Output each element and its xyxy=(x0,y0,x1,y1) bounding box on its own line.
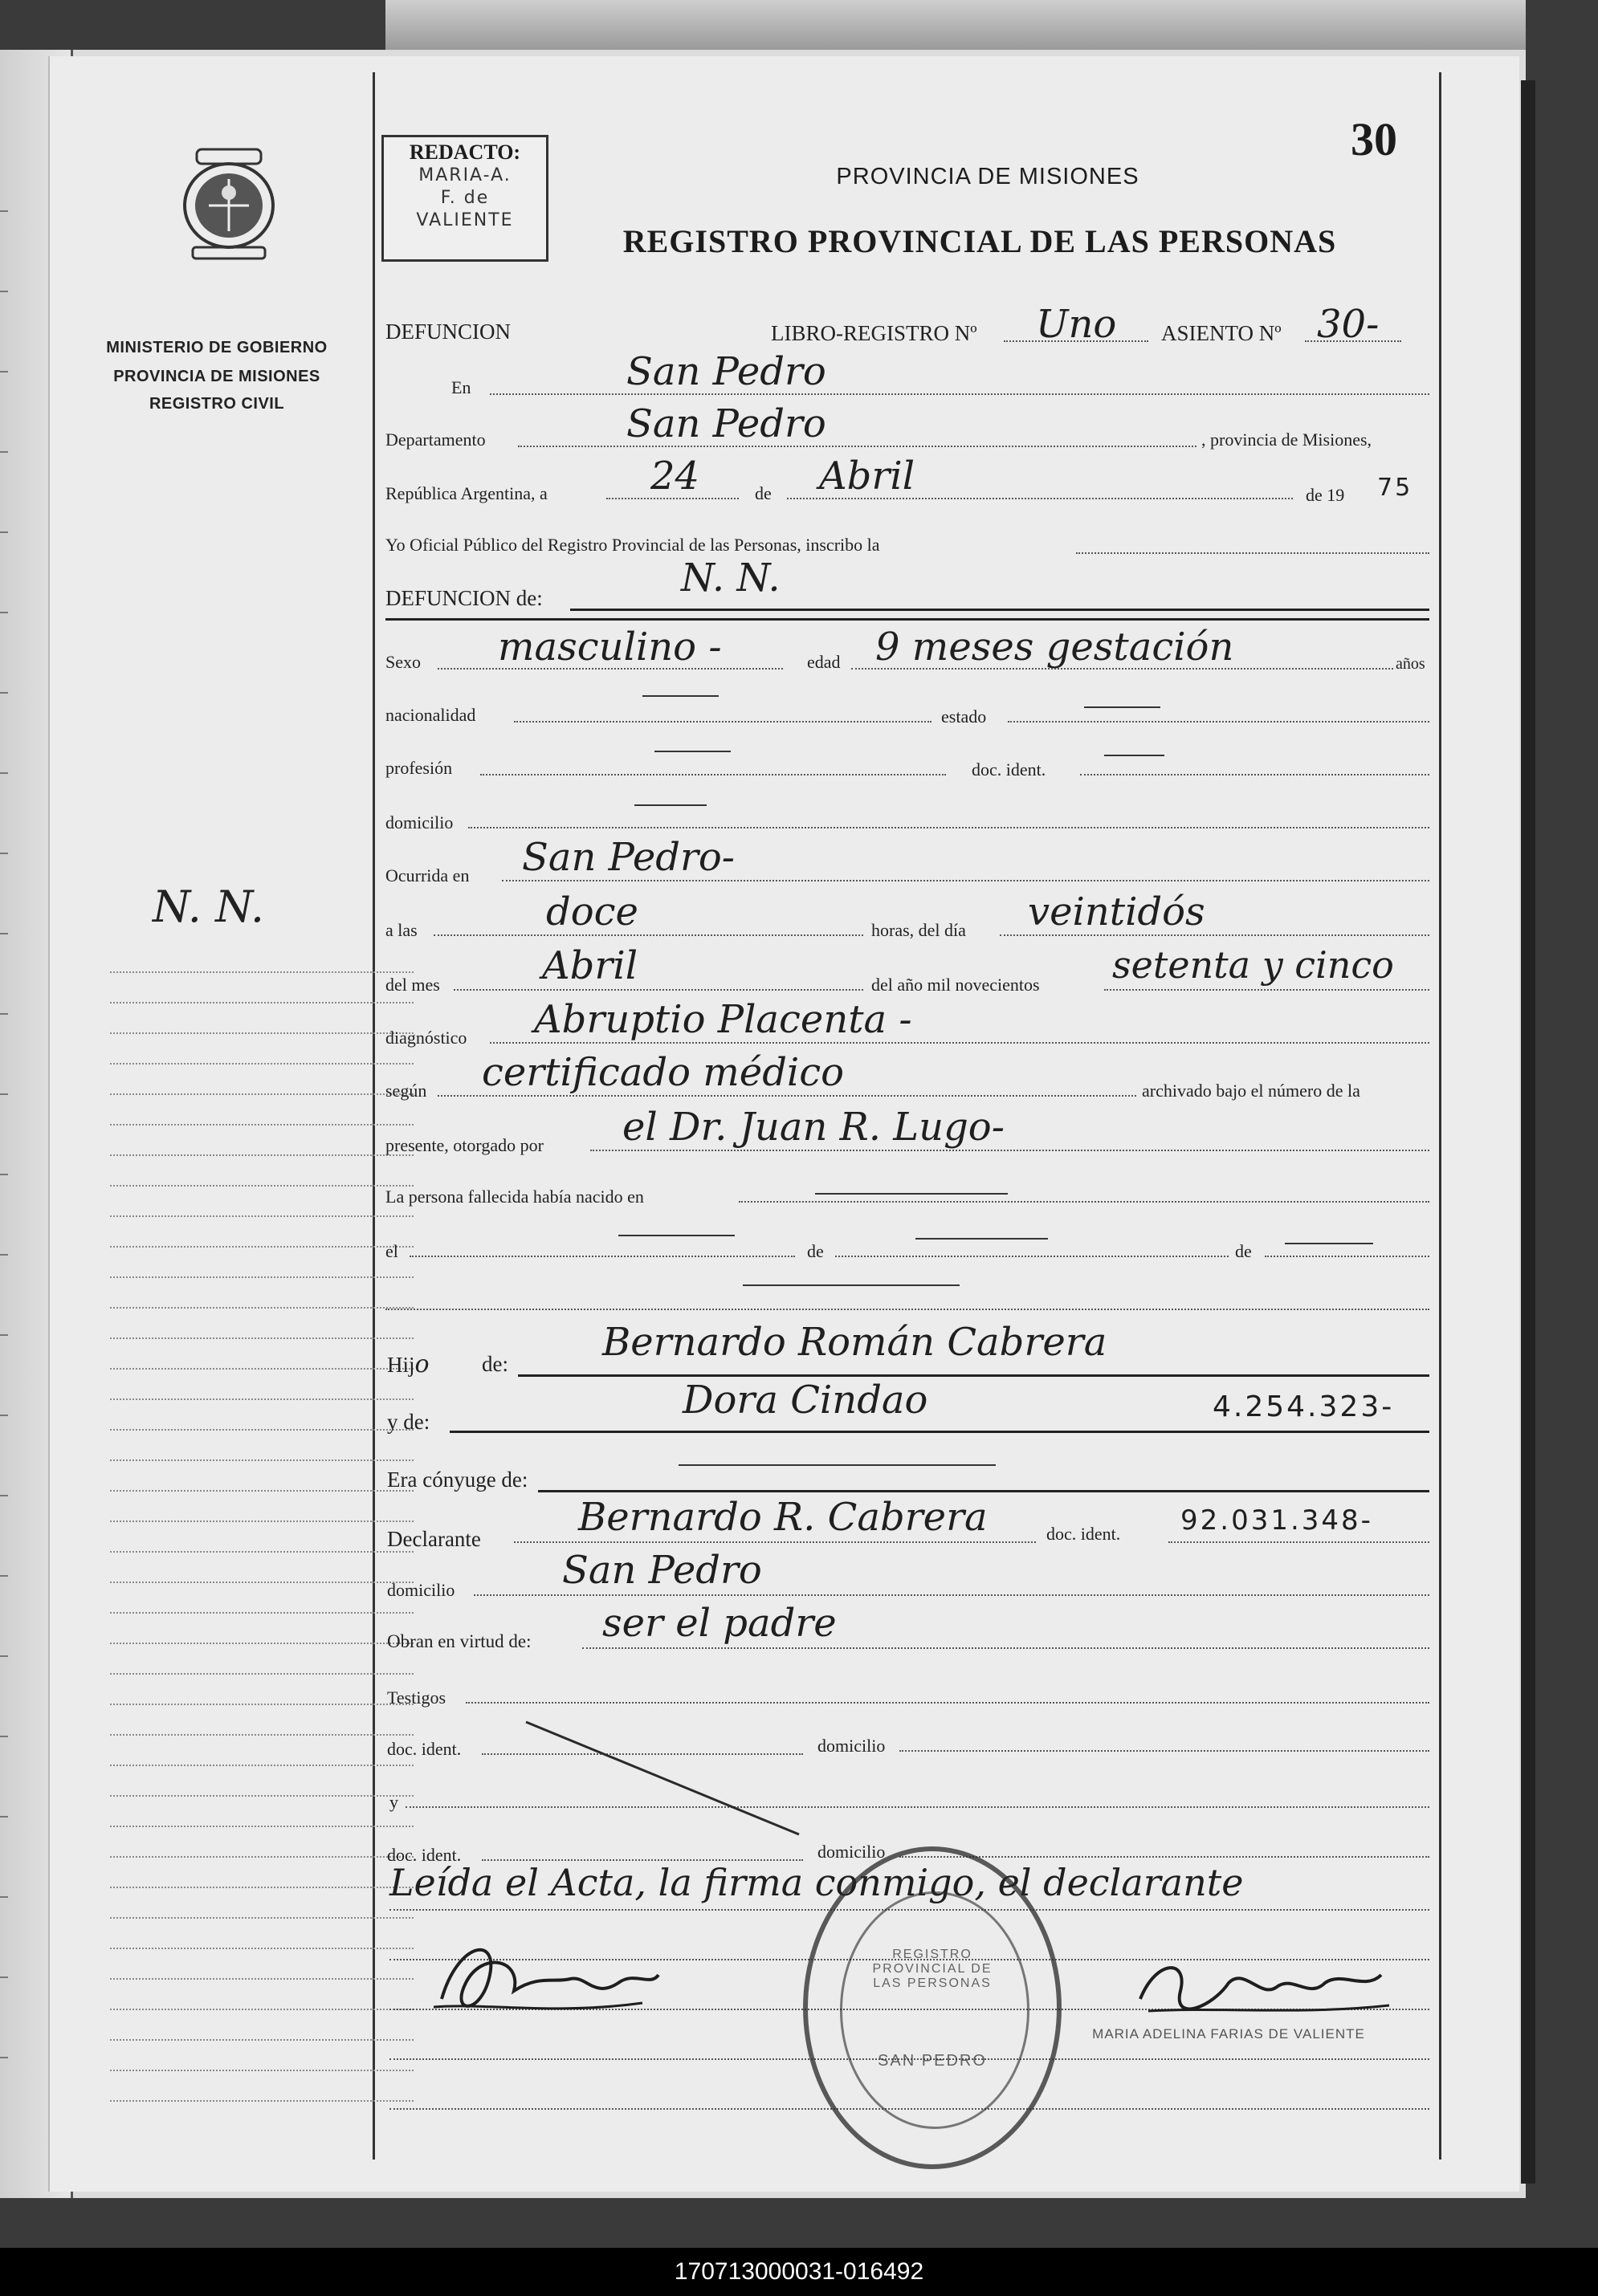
diagnostico-label: diagnóstico xyxy=(385,1028,467,1048)
declarante-domicilio: San Pedro xyxy=(562,1548,762,1593)
entry-label: ASIENTO Nº xyxy=(1161,321,1282,345)
page-edge xyxy=(1521,80,1535,2184)
stamp-text: REGISTRO PROVINCIAL DE LAS PERSONAS xyxy=(872,1948,993,1990)
sexo-label: Sexo xyxy=(385,652,421,672)
declarante-name: Bernardo R. Cabrera xyxy=(578,1495,988,1540)
page-number: 30 xyxy=(1351,113,1397,165)
en-value: San Pedro xyxy=(626,349,826,394)
book-label: LIBRO-REGISTRO Nº xyxy=(771,321,977,345)
diagnostico-value: Abruptio Placenta - xyxy=(534,997,912,1042)
edad-label: edad xyxy=(807,652,841,672)
declarante-label: Declarante xyxy=(387,1527,481,1551)
anio-value: setenta y cinco xyxy=(1112,943,1394,987)
witness-doc-label-2: doc. ident. xyxy=(387,1845,462,1865)
dia-value: veintidós xyxy=(1028,889,1205,934)
official-signature xyxy=(1124,1943,1397,2031)
ministry-title: MINISTERIO DE GOBIERNO xyxy=(106,339,328,356)
a-las-value: doce xyxy=(546,889,638,934)
declarante-document: 92.031.348- xyxy=(1180,1504,1373,1537)
presente-label: presente, otorgado por xyxy=(385,1135,544,1155)
month-value: Abril xyxy=(819,454,915,499)
republica-label: República Argentina, a xyxy=(385,483,548,503)
testigos-label: Testigos xyxy=(387,1687,446,1708)
document-id-footer: 170713000031-016492 xyxy=(0,2248,1598,2296)
de-label: de xyxy=(755,483,772,503)
del-mes-label: del mes xyxy=(385,975,440,995)
right-margin-rule xyxy=(1439,72,1441,2160)
year-prefix: de 19 xyxy=(1306,485,1345,505)
y-label: y xyxy=(389,1792,398,1812)
profesion-label: profesión xyxy=(385,758,453,778)
segun-value: certificado médico xyxy=(482,1050,845,1095)
redacto-line: VALIENTE xyxy=(416,210,514,230)
edad-value: 9 meses gestación xyxy=(875,625,1234,670)
obran-label: Obran en virtud de: xyxy=(387,1631,532,1651)
background-paper-scrap xyxy=(385,0,1526,50)
stamp-city: SAN PEDRO xyxy=(878,2052,987,2070)
anos-label: años xyxy=(1396,655,1425,673)
y-de-label: y de: xyxy=(387,1410,430,1434)
departamento-label: Departamento xyxy=(385,429,486,450)
declarante-doc-label: doc. ident. xyxy=(1046,1524,1121,1544)
witness-strikeout-line xyxy=(522,1718,803,1838)
witness-domicilio-label-1: domicilio xyxy=(817,1736,886,1756)
hijo-de-label: de: xyxy=(482,1352,508,1376)
redacto-line: MARIA-A. xyxy=(418,165,512,185)
declarant-signature xyxy=(426,1927,667,2039)
mother-name: Dora Cindao xyxy=(683,1378,928,1423)
doc-ident-label: doc. ident. xyxy=(972,759,1046,780)
redacto-line: F. de xyxy=(440,188,490,208)
father-name: Bernardo Román Cabrera xyxy=(602,1320,1107,1365)
year-value: 75 xyxy=(1377,474,1413,502)
anio-label: del año mil novecientos xyxy=(871,975,1040,995)
defuncion-value: N. N. xyxy=(681,556,781,600)
departamento-value: San Pedro xyxy=(626,401,826,446)
segun-label: según xyxy=(385,1081,427,1101)
de1-label: de xyxy=(807,1241,824,1261)
nacido-label: La persona fallecida había nacido en xyxy=(385,1187,644,1207)
archivado-label: archivado bajo el número de la xyxy=(1142,1081,1360,1101)
ocurrida-value: San Pedro- xyxy=(522,835,736,880)
left-margin-rule xyxy=(373,72,375,2160)
official-caption: MARIA ADELINA FARIAS DE VALIENTE xyxy=(1092,2026,1365,2042)
a-las-label: a las xyxy=(385,920,418,940)
domicilio-label: domicilio xyxy=(385,812,454,833)
left-province-title: PROVINCIA DE MISIONES xyxy=(113,368,320,385)
book-value: Uno xyxy=(1036,302,1117,347)
ocurrida-label: Ocurrida en xyxy=(385,865,470,885)
provincial-coat-of-arms-icon xyxy=(177,143,281,263)
witness-doc-label-1: doc. ident. xyxy=(387,1739,462,1759)
estado-label: estado xyxy=(941,706,987,727)
mother-document: 4.254.323- xyxy=(1213,1390,1395,1423)
provincia-suffix: , provincia de Misiones, xyxy=(1201,429,1372,450)
el-label: el xyxy=(385,1241,398,1261)
hijo-label-text: Hij xyxy=(387,1353,415,1377)
sexo-value: masculino - xyxy=(498,625,722,670)
defuncion-label: DEFUNCION de: xyxy=(385,586,543,610)
registry-title: REGISTRO PROVINCIAL DE LAS PERSONAS xyxy=(622,223,1337,259)
presente-value: el Dr. Juan R. Lugo- xyxy=(622,1105,1005,1150)
civil-registry-title: REGISTRO CIVIL xyxy=(149,395,285,413)
oficial-text: Yo Oficial Público del Registro Provincial de las Personas, inscribo la xyxy=(385,535,880,555)
horas-label: horas, del día xyxy=(871,920,966,940)
day-value: 24 xyxy=(650,454,700,499)
hijo-label xyxy=(387,1350,430,1378)
conyuge-label: Era cónyuge de: xyxy=(387,1468,528,1492)
mes-value: Abril xyxy=(542,943,638,988)
province-header: PROVINCIA DE MISIONES xyxy=(836,164,1139,189)
nacionalidad-label: nacionalidad xyxy=(385,705,476,725)
obran-value: ser el padre xyxy=(602,1601,837,1646)
closing-text: Leída el Acta, la firma conmigo, el declarante xyxy=(389,1861,1244,1904)
redacto-title: REDACTO: xyxy=(409,140,521,164)
witness-domicilio-label-2: domicilio xyxy=(817,1842,886,1862)
record-type: DEFUNCION xyxy=(385,320,512,344)
margin-note: N. N. xyxy=(153,881,265,932)
entry-value: 30- xyxy=(1317,302,1380,347)
hijo-suffix: o xyxy=(414,1350,430,1378)
en-label: En xyxy=(451,377,471,397)
declarante-domicilio-label: domicilio xyxy=(387,1580,455,1600)
official-stamp xyxy=(803,1846,1062,2169)
redacto-box xyxy=(381,135,548,262)
de2-label: de xyxy=(1235,1241,1252,1261)
